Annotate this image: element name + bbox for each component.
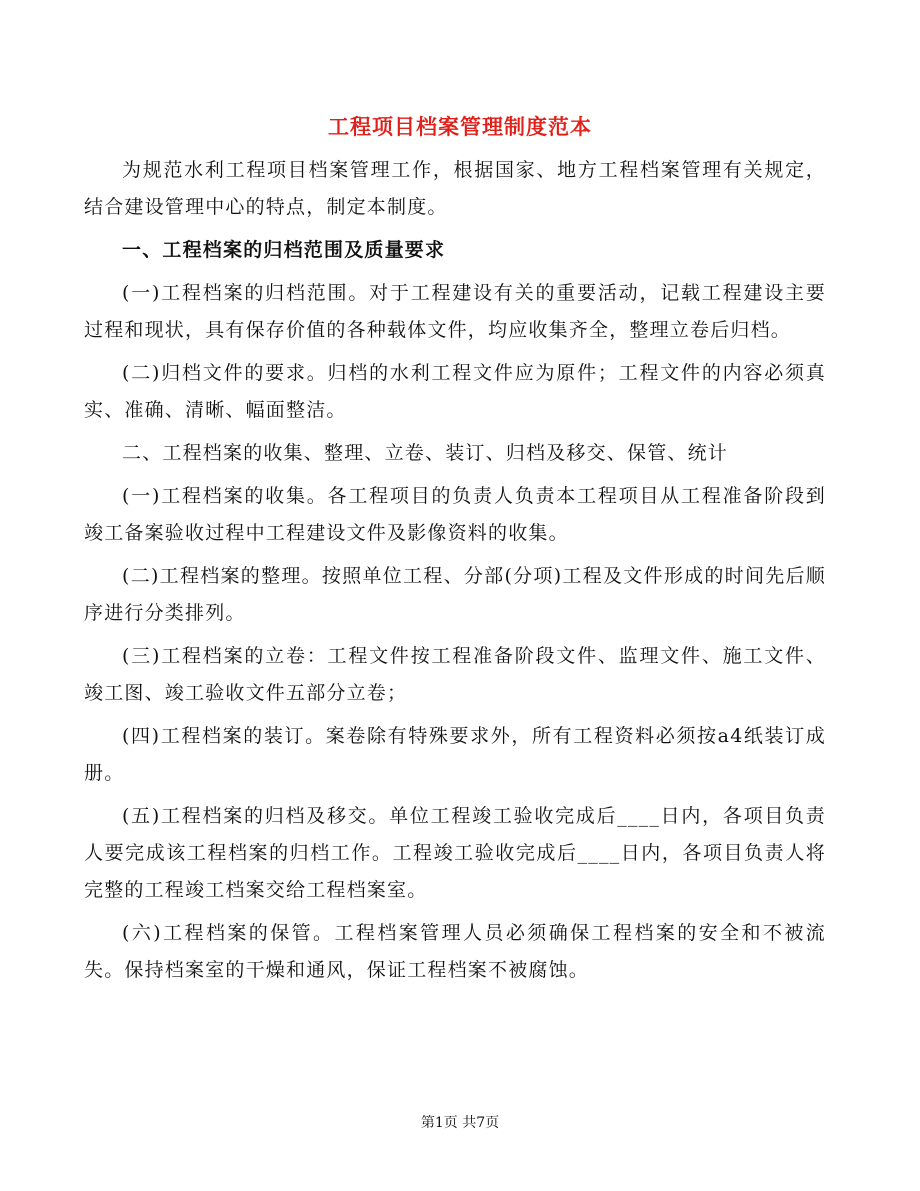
- paragraph-2-6: (六)工程档案的保管。工程档案管理人员必须确保工程档案的安全和不被流失。保持档案室的干燥和通风，保证工程档案不被腐蚀。: [84, 922, 826, 981]
- intro-paragraph: 为规范水利工程项目档案管理工作，根据国家、地方工程档案管理有关规定，结合建设管理中心的特点，制定本制度。: [84, 159, 826, 218]
- paragraph-2-5: (五)工程档案的归档及移交。单位工程竣工验收完成后____日内，各项目负责人要完成该工程档案的归档工作。工程竣工验收完成后____日内，各项目负责人将完整的工程竣工档案交给工程档案室。: [84, 805, 826, 901]
- paragraph-1-2: (二)归档文件的要求。归档的水利工程文件应为原件；工程文件的内容必须真实、准确、清晰、幅面整洁。: [84, 362, 826, 421]
- section-heading-1: 一、工程档案的归档范围及质量要求: [122, 239, 446, 261]
- paragraph-2-4: (四)工程档案的装订。案卷除有特殊要求外，所有工程资料必须按a4纸装订成册。: [84, 725, 826, 784]
- paragraph-2-2: (二)工程档案的整理。按照单位工程、分部(分项)工程及文件形成的时间先后顺序进行分类排列。: [84, 565, 826, 624]
- document-title: 工程项目档案管理制度范本: [328, 114, 592, 139]
- paragraph-2-3: (三)工程档案的立卷：工程文件按工程准备阶段文件、监理文件、施工文件、竣工图、竣工验收文件五部分立卷；: [84, 645, 826, 704]
- paragraph-1-1: (一)工程档案的归档范围。对于工程建设有关的重要活动，记载工程建设主要过程和现状，具有保存价值的各种载体文件，均应收集齐全，整理立卷后归档。: [84, 282, 826, 341]
- section-heading-2: 二、工程档案的收集、整理、立卷、装订、归档及移交、保管、统计: [122, 442, 729, 464]
- document-body: [84, 152, 826, 995]
- paragraph-2-1: (一)工程档案的收集。各工程项目的负责人负责本工程项目从工程准备阶段到竣工备案验收过程中工程建设文件及影像资料的收集。: [84, 485, 826, 544]
- page-number-footer: 第1页 共7页: [420, 1115, 500, 1131]
